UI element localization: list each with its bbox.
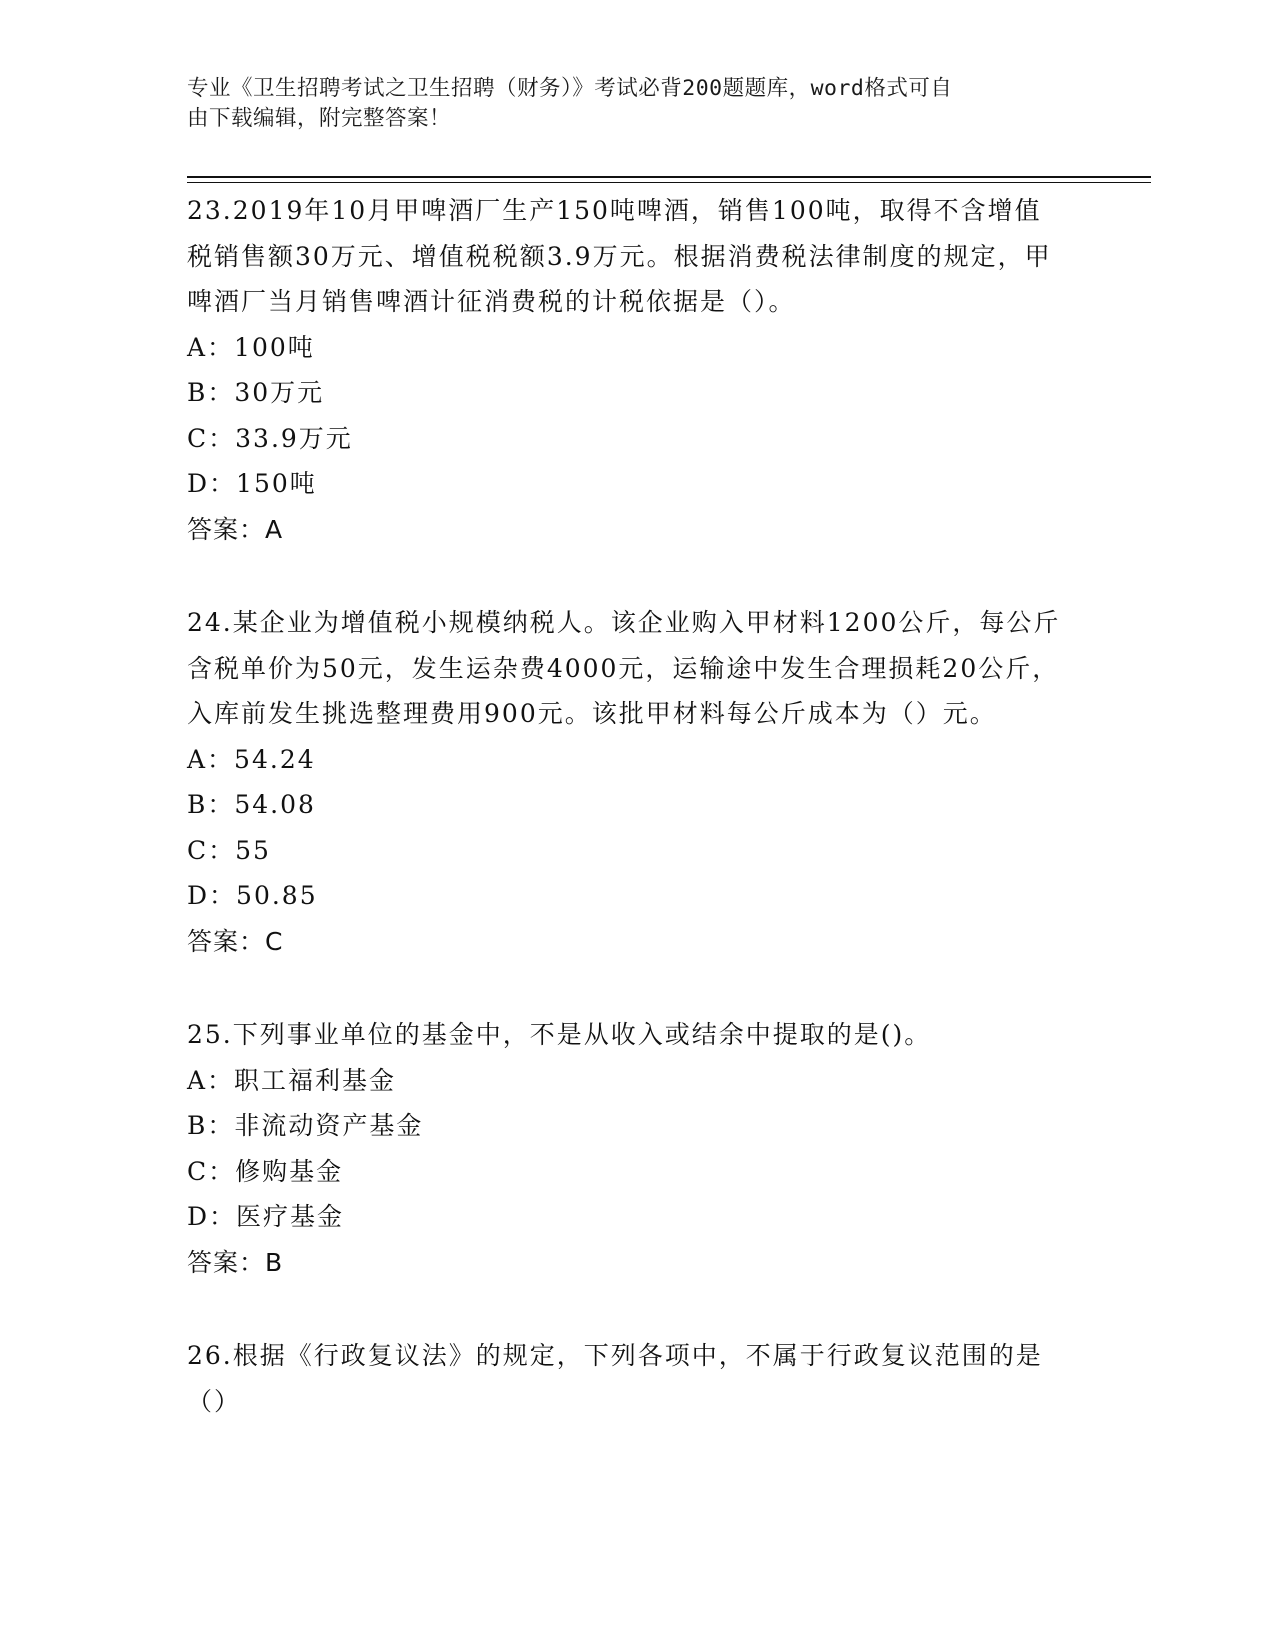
option-a: A：54.24: [187, 744, 316, 774]
option-c: C：修购基金: [187, 1156, 344, 1186]
answer-line: 答案：C: [187, 926, 284, 956]
header-rule-thin: [187, 182, 1151, 183]
option-c: C：55: [187, 835, 271, 865]
question-stem: 24.某企业为增值税小规模纳税人。该企业购入甲材料1200公斤，每公斤含税单价为50元，发生运杂费4000元，运输途中发生合理损耗20公斤，入库前发生挑选整理费用900元。该批甲材料每公斤成本为（）元。: [187, 608, 1061, 728]
document-header: [187, 74, 1067, 134]
option-b: B：30万元: [187, 378, 325, 407]
question-item: [187, 188, 1067, 552]
option-b: B：非流动资产基金: [187, 1111, 424, 1140]
answer-line: 答案：B: [187, 1247, 284, 1277]
answer-line: 答案：A: [187, 514, 284, 544]
option-d: D：医疗基金: [187, 1202, 345, 1231]
header-rule-thick: [187, 176, 1151, 178]
header-intro-line-2: 由下载编辑，附完整答案！: [187, 106, 452, 131]
option-a: A：职工福利基金: [187, 1065, 397, 1095]
question-stem: 26.根据《行政复议法》的规定，下列各项中，不属于行政复议范围的是（）: [187, 1341, 1043, 1416]
question-list: [187, 188, 1067, 1472]
question-item: [187, 1012, 1067, 1285]
option-c: C：33.9万元: [187, 423, 353, 453]
question-item: [187, 1333, 1067, 1424]
option-a: A：100吨: [187, 332, 315, 362]
option-d: D：150吨: [187, 469, 317, 498]
header-intro-line-1: 专业《卫生招聘考试之卫生招聘（财务）》考试必背200题题库，word格式可自: [187, 76, 953, 101]
option-d: D：50.85: [187, 881, 318, 910]
option-b: B：54.08: [187, 790, 316, 819]
question-item: [187, 600, 1067, 964]
question-stem: 23.2019年10月甲啤酒厂生产150吨啤酒，销售100吨，取得不含增值税销售额30万元、增值税税额3.9万元。根据消费税法律制度的规定，甲啤酒厂当月销售啤酒计征消费税的计税依据是（）。: [187, 196, 1052, 316]
question-stem: 25.下列事业单位的基金中，不是从收入或结余中提取的是()。: [187, 1020, 932, 1049]
